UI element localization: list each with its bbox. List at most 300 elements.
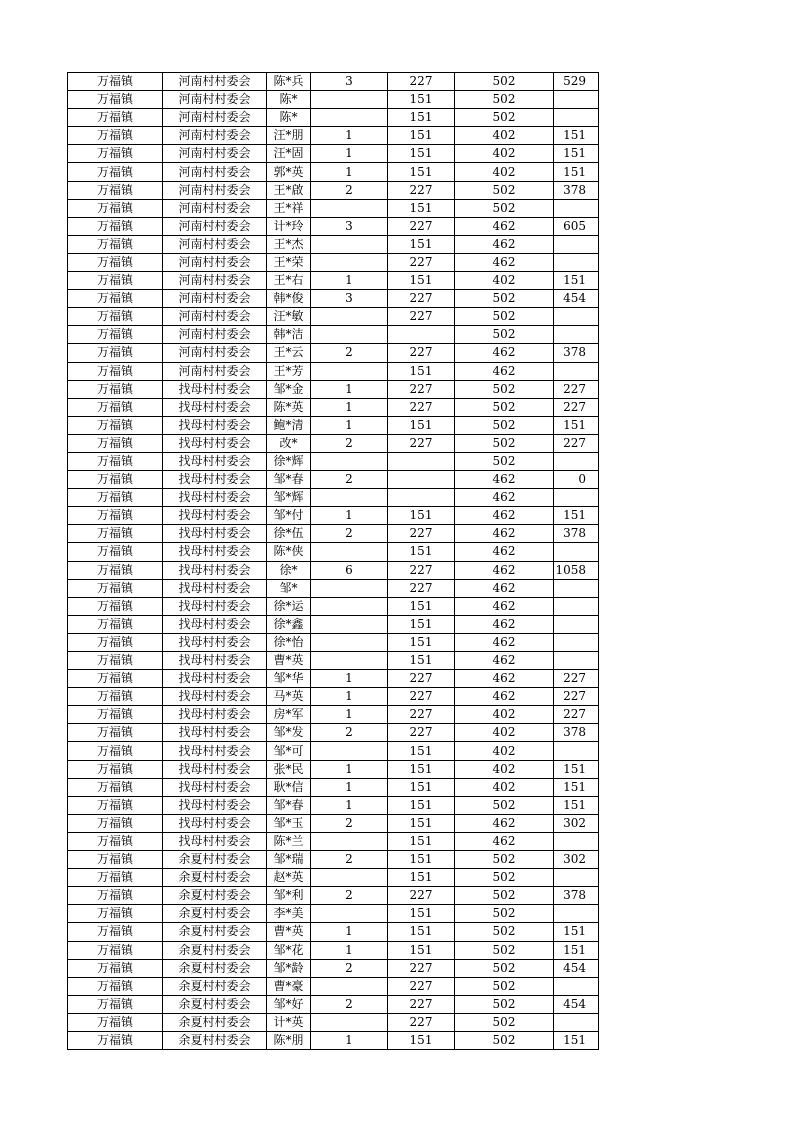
amount-b-cell: 462 [455,652,554,670]
total-cell [554,308,599,326]
total-cell: 151 [554,796,599,814]
total-cell [554,235,599,253]
total-cell: 454 [554,995,599,1013]
table-row [68,235,599,253]
village-committee-cell: 河南村村委会 [163,199,267,217]
count-cell: 1 [311,145,388,163]
name-cell: 徐*运 [267,597,311,615]
amount-a-cell: 151 [388,652,455,670]
village-committee-cell: 余夏村村委会 [163,869,267,887]
amount-a-cell: 227 [388,308,455,326]
village-committee-cell: 找母村村委会 [163,742,267,760]
amount-a-cell: 151 [388,814,455,832]
count-cell [311,362,388,380]
table-row [68,615,599,633]
name-cell: 徐*辉 [267,452,311,470]
count-cell: 1 [311,760,388,778]
amount-a-cell: 151 [388,416,455,434]
total-cell [554,1013,599,1031]
amount-b-cell: 502 [455,1031,554,1049]
name-cell: 张*民 [267,760,311,778]
village-committee-cell: 找母村村委会 [163,633,267,651]
count-cell: 1 [311,923,388,941]
name-cell: 邹*可 [267,742,311,760]
village-committee-cell: 河南村村委会 [163,308,267,326]
total-cell [554,652,599,670]
name-cell: 改* [267,434,311,452]
amount-a-cell: 227 [388,181,455,199]
table-row [68,253,599,271]
amount-b-cell: 462 [455,670,554,688]
amount-a-cell: 151 [388,941,455,959]
table-row [68,181,599,199]
table-row [68,127,599,145]
village-committee-cell: 找母村村委会 [163,796,267,814]
amount-b-cell: 502 [455,109,554,127]
amount-b-cell: 502 [455,452,554,470]
name-cell: 赵*英 [267,869,311,887]
name-cell: 邹*龄 [267,959,311,977]
total-cell [554,326,599,344]
amount-b-cell: 502 [455,796,554,814]
town-cell: 万福镇 [68,109,163,127]
count-cell: 1 [311,796,388,814]
table-row [68,670,599,688]
total-cell [554,199,599,217]
table-row [68,91,599,109]
village-committee-cell: 余夏村村委会 [163,923,267,941]
count-cell: 3 [311,73,388,91]
amount-b-cell: 462 [455,543,554,561]
table-body [68,73,599,1050]
total-cell [554,742,599,760]
amount-b-cell: 402 [455,724,554,742]
count-cell: 1 [311,706,388,724]
amount-b-cell: 402 [455,742,554,760]
village-committee-cell: 找母村村委会 [163,452,267,470]
name-cell: 邹*利 [267,887,311,905]
total-cell: 151 [554,507,599,525]
amount-a-cell: 227 [388,977,455,995]
village-committee-cell: 河南村村委会 [163,326,267,344]
amount-b-cell: 502 [455,851,554,869]
village-committee-cell: 找母村村委会 [163,615,267,633]
amount-a-cell: 151 [388,796,455,814]
name-cell: 汪*固 [267,145,311,163]
table-row [68,959,599,977]
table-row [68,706,599,724]
amount-b-cell: 502 [455,326,554,344]
count-cell: 1 [311,416,388,434]
table-row [68,814,599,832]
amount-a-cell: 151 [388,597,455,615]
count-cell: 2 [311,471,388,489]
amount-b-cell: 502 [455,905,554,923]
village-committee-cell: 河南村村委会 [163,344,267,362]
table-row [68,579,599,597]
table-row [68,109,599,127]
name-cell: 徐*鑫 [267,615,311,633]
name-cell: 邹*华 [267,670,311,688]
total-cell: 151 [554,416,599,434]
table-row [68,290,599,308]
table-row [68,832,599,850]
name-cell: 汪*敏 [267,308,311,326]
amount-a-cell: 151 [388,869,455,887]
amount-a-cell: 151 [388,905,455,923]
total-cell [554,615,599,633]
town-cell: 万福镇 [68,199,163,217]
total-cell [554,91,599,109]
amount-a-cell: 227 [388,253,455,271]
count-cell [311,235,388,253]
village-committee-cell: 河南村村委会 [163,127,267,145]
count-cell: 2 [311,525,388,543]
amount-a-cell: 227 [388,73,455,91]
village-committee-cell: 找母村村委会 [163,507,267,525]
table-row [68,652,599,670]
village-committee-cell: 余夏村村委会 [163,959,267,977]
name-cell: 邹*春 [267,471,311,489]
total-cell: 227 [554,706,599,724]
town-cell: 万福镇 [68,362,163,380]
amount-a-cell: 151 [388,851,455,869]
table-row [68,633,599,651]
amount-a-cell: 227 [388,1013,455,1031]
count-cell [311,579,388,597]
amount-a-cell: 151 [388,109,455,127]
town-cell: 万福镇 [68,543,163,561]
village-committee-cell: 河南村村委会 [163,181,267,199]
village-committee-cell: 余夏村村委会 [163,851,267,869]
amount-b-cell: 462 [455,489,554,507]
name-cell: 邹*付 [267,507,311,525]
village-committee-cell: 找母村村委会 [163,760,267,778]
count-cell: 2 [311,851,388,869]
table-row [68,489,599,507]
village-committee-cell: 余夏村村委会 [163,977,267,995]
total-cell: 378 [554,525,599,543]
amount-b-cell: 462 [455,633,554,651]
amount-a-cell: 227 [388,887,455,905]
name-cell: 王*祥 [267,199,311,217]
town-cell: 万福镇 [68,778,163,796]
amount-a-cell: 227 [388,398,455,416]
amount-b-cell: 502 [455,416,554,434]
table-row [68,923,599,941]
total-cell: 151 [554,1031,599,1049]
table-row [68,869,599,887]
count-cell [311,91,388,109]
total-cell: 227 [554,380,599,398]
table-row [68,561,599,579]
name-cell: 邹*发 [267,724,311,742]
amount-b-cell: 502 [455,199,554,217]
town-cell: 万福镇 [68,1031,163,1049]
amount-b-cell: 402 [455,272,554,290]
village-committee-cell: 河南村村委会 [163,253,267,271]
total-cell: 605 [554,217,599,235]
town-cell: 万福镇 [68,253,163,271]
table-row [68,742,599,760]
village-committee-cell: 找母村村委会 [163,670,267,688]
town-cell: 万福镇 [68,760,163,778]
village-committee-cell: 河南村村委会 [163,163,267,181]
amount-a-cell: 151 [388,127,455,145]
village-committee-cell: 河南村村委会 [163,91,267,109]
name-cell: 邹*瑞 [267,851,311,869]
town-cell: 万福镇 [68,688,163,706]
town-cell: 万福镇 [68,670,163,688]
town-cell: 万福镇 [68,887,163,905]
name-cell: 邹*玉 [267,814,311,832]
amount-a-cell: 151 [388,615,455,633]
total-cell [554,452,599,470]
amount-a-cell: 227 [388,688,455,706]
town-cell: 万福镇 [68,706,163,724]
count-cell [311,597,388,615]
total-cell [554,905,599,923]
name-cell: 韩*洁 [267,326,311,344]
amount-b-cell: 462 [455,217,554,235]
total-cell: 378 [554,724,599,742]
table-row [68,362,599,380]
name-cell: 韩*俊 [267,290,311,308]
town-cell: 万福镇 [68,290,163,308]
table-row [68,760,599,778]
count-cell: 2 [311,344,388,362]
town-cell: 万福镇 [68,434,163,452]
town-cell: 万福镇 [68,235,163,253]
amount-a-cell: 227 [388,290,455,308]
table-row [68,145,599,163]
name-cell: 王*杰 [267,235,311,253]
amount-b-cell: 402 [455,706,554,724]
amount-a-cell: 227 [388,380,455,398]
table-row [68,272,599,290]
amount-b-cell: 402 [455,760,554,778]
total-cell [554,633,599,651]
amount-b-cell: 462 [455,362,554,380]
amount-a-cell: 227 [388,344,455,362]
total-cell: 151 [554,145,599,163]
town-cell: 万福镇 [68,652,163,670]
total-cell [554,543,599,561]
name-cell: 王*荣 [267,253,311,271]
village-committee-cell: 河南村村委会 [163,217,267,235]
amount-b-cell: 502 [455,434,554,452]
amount-b-cell: 502 [455,923,554,941]
village-committee-cell: 找母村村委会 [163,471,267,489]
town-cell: 万福镇 [68,380,163,398]
total-cell: 151 [554,778,599,796]
amount-b-cell: 502 [455,869,554,887]
count-cell: 1 [311,380,388,398]
count-cell [311,869,388,887]
total-cell: 227 [554,398,599,416]
table-row [68,326,599,344]
amount-a-cell: 227 [388,525,455,543]
table-row [68,851,599,869]
village-committee-cell: 河南村村委会 [163,235,267,253]
name-cell: 计*英 [267,1013,311,1031]
name-cell: 陈*朋 [267,1031,311,1049]
town-cell: 万福镇 [68,507,163,525]
town-cell: 万福镇 [68,145,163,163]
amount-a-cell: 151 [388,163,455,181]
amount-b-cell: 462 [455,344,554,362]
village-committee-cell: 河南村村委会 [163,362,267,380]
town-cell: 万福镇 [68,471,163,489]
village-committee-cell: 余夏村村委会 [163,887,267,905]
amount-b-cell: 502 [455,887,554,905]
town-cell: 万福镇 [68,633,163,651]
total-cell [554,579,599,597]
name-cell: 汪*朋 [267,127,311,145]
count-cell: 1 [311,272,388,290]
total-cell: 1058 [554,561,599,579]
table-row [68,217,599,235]
name-cell: 邹*好 [267,995,311,1013]
count-cell [311,652,388,670]
table-row [68,887,599,905]
town-cell: 万福镇 [68,272,163,290]
total-cell: 151 [554,941,599,959]
count-cell [311,905,388,923]
village-committee-cell: 找母村村委会 [163,832,267,850]
table-row [68,905,599,923]
name-cell: 王*右 [267,272,311,290]
table-row [68,507,599,525]
count-cell: 2 [311,887,388,905]
table-row [68,380,599,398]
table-row [68,434,599,452]
count-cell: 2 [311,814,388,832]
count-cell: 1 [311,778,388,796]
count-cell: 2 [311,995,388,1013]
town-cell: 万福镇 [68,851,163,869]
town-cell: 万福镇 [68,163,163,181]
amount-a-cell: 151 [388,199,455,217]
count-cell: 2 [311,181,388,199]
name-cell: 陈* [267,109,311,127]
village-committee-cell: 找母村村委会 [163,398,267,416]
village-committee-cell: 找母村村委会 [163,597,267,615]
table-row [68,778,599,796]
name-cell: 鲍*清 [267,416,311,434]
total-cell: 151 [554,923,599,941]
name-cell: 徐*伍 [267,525,311,543]
town-cell: 万福镇 [68,525,163,543]
total-cell: 151 [554,127,599,145]
table-row [68,977,599,995]
table-row [68,344,599,362]
count-cell [311,615,388,633]
amount-a-cell: 151 [388,633,455,651]
name-cell: 曹*豪 [267,977,311,995]
town-cell: 万福镇 [68,796,163,814]
total-cell [554,362,599,380]
table-row [68,308,599,326]
count-cell: 1 [311,688,388,706]
town-cell: 万福镇 [68,579,163,597]
amount-b-cell: 402 [455,127,554,145]
town-cell: 万福镇 [68,344,163,362]
name-cell: 陈* [267,91,311,109]
village-committee-cell: 余夏村村委会 [163,905,267,923]
count-cell [311,489,388,507]
name-cell: 邹* [267,579,311,597]
amount-a-cell: 151 [388,235,455,253]
village-committee-cell: 河南村村委会 [163,109,267,127]
amount-a-cell: 227 [388,724,455,742]
village-committee-cell: 找母村村委会 [163,706,267,724]
amount-b-cell: 462 [455,235,554,253]
amount-b-cell: 462 [455,561,554,579]
count-cell: 1 [311,127,388,145]
town-cell: 万福镇 [68,91,163,109]
town-cell: 万福镇 [68,398,163,416]
count-cell [311,832,388,850]
amount-a-cell: 151 [388,362,455,380]
count-cell [311,633,388,651]
name-cell: 徐*怡 [267,633,311,651]
amount-b-cell: 402 [455,778,554,796]
count-cell [311,452,388,470]
name-cell: 陈*侠 [267,543,311,561]
amount-b-cell: 502 [455,398,554,416]
amount-a-cell: 151 [388,272,455,290]
amount-b-cell: 462 [455,814,554,832]
town-cell: 万福镇 [68,561,163,579]
amount-a-cell: 227 [388,434,455,452]
name-cell: 耿*信 [267,778,311,796]
amount-a-cell: 227 [388,706,455,724]
total-cell: 378 [554,181,599,199]
town-cell: 万福镇 [68,742,163,760]
amount-a-cell: 151 [388,923,455,941]
amount-b-cell: 502 [455,290,554,308]
count-cell: 2 [311,724,388,742]
amount-b-cell: 502 [455,941,554,959]
amount-b-cell: 462 [455,597,554,615]
name-cell: 邹*春 [267,796,311,814]
amount-b-cell: 462 [455,579,554,597]
village-committee-cell: 找母村村委会 [163,561,267,579]
amount-b-cell: 502 [455,73,554,91]
village-committee-cell: 河南村村委会 [163,290,267,308]
data-table [67,72,599,1050]
table-row [68,597,599,615]
total-cell: 454 [554,290,599,308]
amount-b-cell: 502 [455,959,554,977]
amount-b-cell: 462 [455,471,554,489]
village-committee-cell: 找母村村委会 [163,525,267,543]
amount-a-cell: 227 [388,217,455,235]
amount-b-cell: 502 [455,1013,554,1031]
town-cell: 万福镇 [68,326,163,344]
town-cell: 万福镇 [68,181,163,199]
name-cell: 陈*兵 [267,73,311,91]
amount-b-cell: 462 [455,615,554,633]
total-cell [554,109,599,127]
amount-a-cell: 151 [388,742,455,760]
village-committee-cell: 余夏村村委会 [163,1031,267,1049]
table-row [68,688,599,706]
village-committee-cell: 河南村村委会 [163,73,267,91]
table-row [68,73,599,91]
amount-b-cell: 402 [455,163,554,181]
